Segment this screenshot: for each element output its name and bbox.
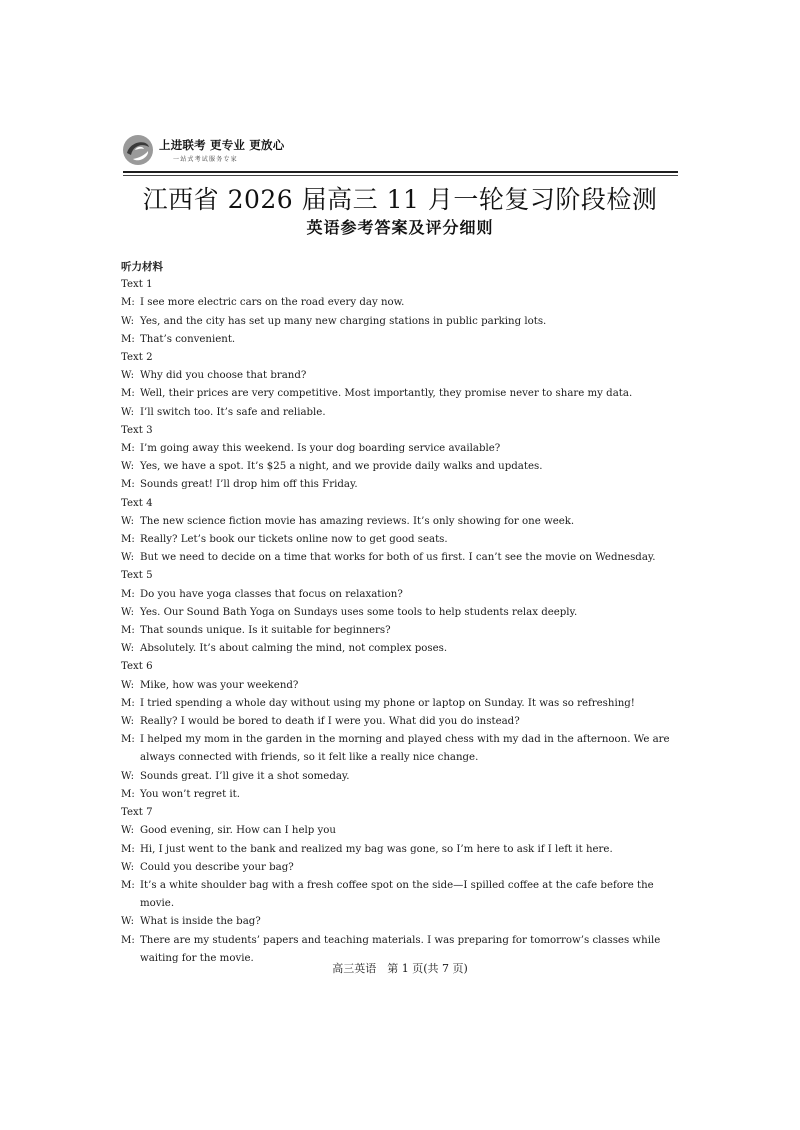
- speaker-label: M:: [121, 879, 135, 891]
- speaker-label: W:: [121, 315, 135, 327]
- speaker-label: M:: [121, 934, 135, 946]
- dialogue-text: Absolutely. It’s about calming the mind, not complex poses.: [140, 643, 448, 655]
- dialogue-text: Do you have yoga classes that focus on relaxation?: [140, 588, 403, 600]
- dialogue-line: [121, 586, 681, 604]
- dialogue-text: I’ll switch too. It’s safe and reliable.: [140, 406, 326, 418]
- dialogue-line: [121, 513, 681, 531]
- logo-swirl-icon: [121, 133, 155, 167]
- dialogue-line: [121, 713, 681, 731]
- dialogue-text: Yes, and the city has set up many new charging stations in public parking lots.: [140, 315, 547, 327]
- dialogue-list: [121, 276, 681, 968]
- dialogue-text: What is inside the bag?: [140, 916, 261, 928]
- text-label: Text 3: [121, 424, 153, 436]
- dialogue-line: [121, 768, 681, 786]
- speaker-label: W:: [121, 825, 135, 837]
- dialogue-line: [121, 640, 681, 658]
- dialogue-text: Well, their prices are very competitive. Most importantly, they promise never to share my data.: [140, 388, 633, 400]
- dialogue-text: I tried spending a whole day without using my phone or laptop on Sunday. It was so refreshing!: [140, 697, 635, 709]
- brand-logo: [121, 133, 284, 167]
- dialogue-text: That sounds unique. Is it suitable for beginners?: [140, 625, 391, 637]
- dialogue-text: But we need to decide on a time that works for both of us first. I can’t see the movie on Wednesday.: [140, 552, 656, 564]
- dialogue-text: Hi, I just went to the bank and realized my bag was gone, so I’m here to ask if I left it here.: [140, 843, 613, 855]
- dialogue-line: [121, 841, 681, 859]
- speaker-label: W:: [121, 679, 135, 691]
- dialogue-line: [121, 404, 681, 422]
- header-rule-thin: [123, 175, 678, 176]
- dialogue-text: Good evening, sir. How can I help you: [140, 825, 336, 837]
- dialogue-text: There are my students’ papers and teaching materials. I was preparing for tomorrow’s classes while waiting for the movie.: [140, 934, 661, 964]
- dialogue-text: Really? I would be bored to death if I were you. What did you do instead?: [140, 716, 520, 728]
- dialogue-text: Sounds great. I’ll give it a shot someday.: [140, 770, 350, 782]
- dialogue-line: [121, 294, 681, 312]
- speaker-label: M:: [121, 479, 135, 491]
- speaker-label: W:: [121, 370, 135, 382]
- speaker-label: M:: [121, 388, 135, 400]
- dialogue-line: [121, 913, 681, 931]
- dialogue-text: You won’t regret it.: [140, 788, 240, 800]
- dialogue-text: I’m going away this weekend. Is your dog boarding service available?: [140, 443, 501, 455]
- dialogue-text: It’s a white shoulder bag with a fresh coffee spot on the side—I spilled coffee at the cafe before the movie.: [140, 879, 654, 910]
- dialogue-text: Why did you choose that brand?: [140, 370, 307, 382]
- speaker-label: M:: [121, 534, 135, 546]
- speaker-label: W:: [121, 643, 135, 655]
- dialogue-text: That’s convenient.: [140, 333, 236, 345]
- page-title: 江西省 2026 届高三 11 月一轮复习阶段检测: [142, 185, 658, 214]
- dialogue-line: [121, 458, 681, 476]
- dialogue-line: [121, 622, 681, 640]
- dialogue-line: [121, 313, 681, 331]
- text-label: Text 5: [121, 570, 153, 582]
- speaker-label: M:: [121, 788, 135, 800]
- page-footer: 高三英语 第 1 页(共 7 页): [332, 962, 468, 975]
- dialogue-text: Could you describe your bag?: [140, 861, 294, 873]
- dialogue-text: Sounds great! I’ll drop him off this Friday.: [140, 479, 358, 491]
- dialogue-line: [121, 531, 681, 549]
- speaker-label: W:: [121, 716, 135, 728]
- page-subtitle: 英语参考答案及评分细则: [306, 218, 494, 237]
- logo-subtitle: 一站式考试服务专家: [173, 155, 238, 163]
- speaker-label: W:: [121, 515, 135, 527]
- dialogue-line: [121, 549, 681, 567]
- speaker-label: W:: [121, 606, 135, 618]
- dialogue-line: [121, 385, 681, 403]
- text-label: Text 4: [121, 497, 153, 509]
- speaker-label: M:: [121, 443, 135, 455]
- speaker-label: W:: [121, 461, 135, 473]
- header-rule: [123, 171, 678, 173]
- speaker-label: W:: [121, 406, 135, 418]
- dialogue-line: [121, 440, 681, 458]
- logo-slogan: 上进联考 更专业 更放心: [159, 137, 285, 152]
- speaker-label: W:: [121, 861, 135, 873]
- speaker-label: W:: [121, 916, 135, 928]
- speaker-label: M:: [121, 625, 135, 637]
- dialogue-text: Yes. Our Sound Bath Yoga on Sundays uses some tools to help students relax deeply.: [140, 606, 578, 618]
- dialogue-text: The new science fiction movie has amazing reviews. It’s only showing for one week.: [140, 515, 575, 527]
- listening-material: [121, 258, 681, 968]
- text-label: Text 2: [121, 352, 153, 364]
- dialogue-line: [121, 859, 681, 877]
- speaker-label: M:: [121, 843, 135, 855]
- dialogue-text: I see more electric cars on the road every day now.: [140, 297, 405, 309]
- dialogue-line: [121, 476, 681, 494]
- dialogue-text: Mike, how was your weekend?: [140, 679, 299, 691]
- section-title: 听力材料: [121, 261, 163, 273]
- speaker-label: W:: [121, 770, 135, 782]
- text-label: Text 7: [121, 807, 153, 819]
- dialogue-line: [121, 677, 681, 695]
- dialogue-line: [121, 822, 681, 840]
- speaker-label: M:: [121, 333, 135, 345]
- text-label: Text 6: [121, 661, 153, 673]
- dialogue-line: [121, 731, 681, 767]
- speaker-label: M:: [121, 697, 135, 709]
- dialogue-text: Really? Let’s book our tickets online now to get good seats.: [140, 534, 448, 546]
- text-label: Text 1: [121, 279, 153, 291]
- dialogue-line: [121, 331, 681, 349]
- dialogue-line: [121, 695, 681, 713]
- dialogue-text: Yes, we have a spot. It’s $25 a night, and we provide daily walks and updates.: [140, 461, 543, 473]
- speaker-label: M:: [121, 734, 135, 746]
- dialogue-text: I helped my mom in the garden in the morning and played chess with my dad in the afternoon. We are always connected with friends, so it felt like a really nice change.: [140, 734, 670, 764]
- speaker-label: M:: [121, 588, 135, 600]
- dialogue-line: [121, 877, 681, 913]
- dialogue-line: [121, 786, 681, 804]
- speaker-label: M:: [121, 297, 135, 309]
- dialogue-line: [121, 604, 681, 622]
- speaker-label: W:: [121, 552, 135, 564]
- dialogue-line: [121, 367, 681, 385]
